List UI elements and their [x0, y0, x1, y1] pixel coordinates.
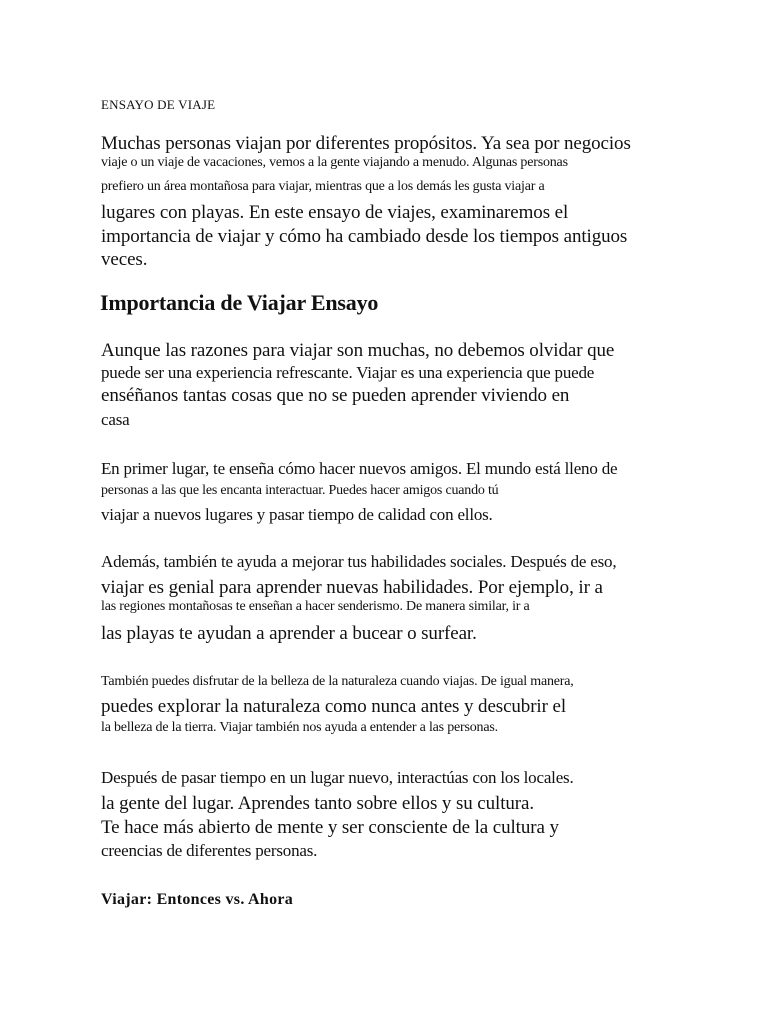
document-label: ENSAYO DE VIAJE	[101, 97, 216, 112]
section-heading: Importancia de Viajar Ensayo	[100, 290, 379, 315]
paragraph-line: casa	[101, 410, 130, 429]
paragraph-line: personas a las que les encanta interactuar. Puedes hacer amigos cuando tú	[101, 483, 499, 498]
paragraph-line: Después de pasar tiempo en un lugar nuevo, interactúas con los locales.	[101, 768, 574, 787]
paragraph-line: veces.	[101, 249, 148, 270]
paragraph-line: lugares con playas. En este ensayo de viajes, examinaremos el	[101, 202, 569, 223]
paragraph-line: la belleza de la tierra. Viajar también nos ayuda a entender a las personas.	[101, 720, 498, 735]
paragraph-line: Muchas personas viajan por diferentes propósitos. Ya sea por negocios	[101, 133, 631, 154]
paragraph-line: Aunque las razones para viajar son muchas, no debemos olvidar que	[101, 340, 615, 361]
paragraph-line: puede ser una experiencia refrescante. Viajar es una experiencia que puede	[101, 363, 595, 382]
paragraph-line: viajar es genial para aprender nuevas habilidades. Por ejemplo, ir a	[101, 577, 603, 598]
paragraph-line: las playas te ayudan a aprender a bucear o surfear.	[101, 623, 477, 644]
section-subheading: Viajar: Entonces vs. Ahora	[101, 891, 294, 908]
paragraph-line: creencias de diferentes personas.	[101, 841, 318, 860]
paragraph-line: prefiero un área montañosa para viajar, mientras que a los demás les gusta viajar a	[101, 179, 545, 194]
paragraph-line: importancia de viajar y cómo ha cambiado desde los tiempos antiguos	[101, 226, 628, 247]
paragraph-line: enséñanos tantas cosas que no se pueden aprender viviendo en	[101, 385, 570, 406]
paragraph-line: Además, también te ayuda a mejorar tus habilidades sociales. Después de eso,	[101, 552, 617, 571]
paragraph-line: puedes explorar la naturaleza como nunca antes y descubrir el	[101, 696, 566, 717]
paragraph-line: viajar a nuevos lugares y pasar tiempo de calidad con ellos.	[101, 505, 493, 524]
paragraph-line: la gente del lugar. Aprendes tanto sobre ellos y su cultura.	[101, 793, 534, 814]
paragraph-line: Te hace más abierto de mente y ser consciente de la cultura y	[101, 817, 559, 838]
paragraph-line: También puedes disfrutar de la belleza de la naturaleza cuando viajas. De igual manera,	[101, 674, 574, 689]
paragraph-line: En primer lugar, te enseña cómo hacer nuevos amigos. El mundo está lleno de	[101, 459, 618, 478]
paragraph-line: las regiones montañosas te enseñan a hacer senderismo. De manera similar, ir a	[101, 599, 530, 614]
paragraph-line: viaje o un viaje de vacaciones, vemos a la gente viajando a menudo. Algunas personas	[101, 155, 568, 170]
